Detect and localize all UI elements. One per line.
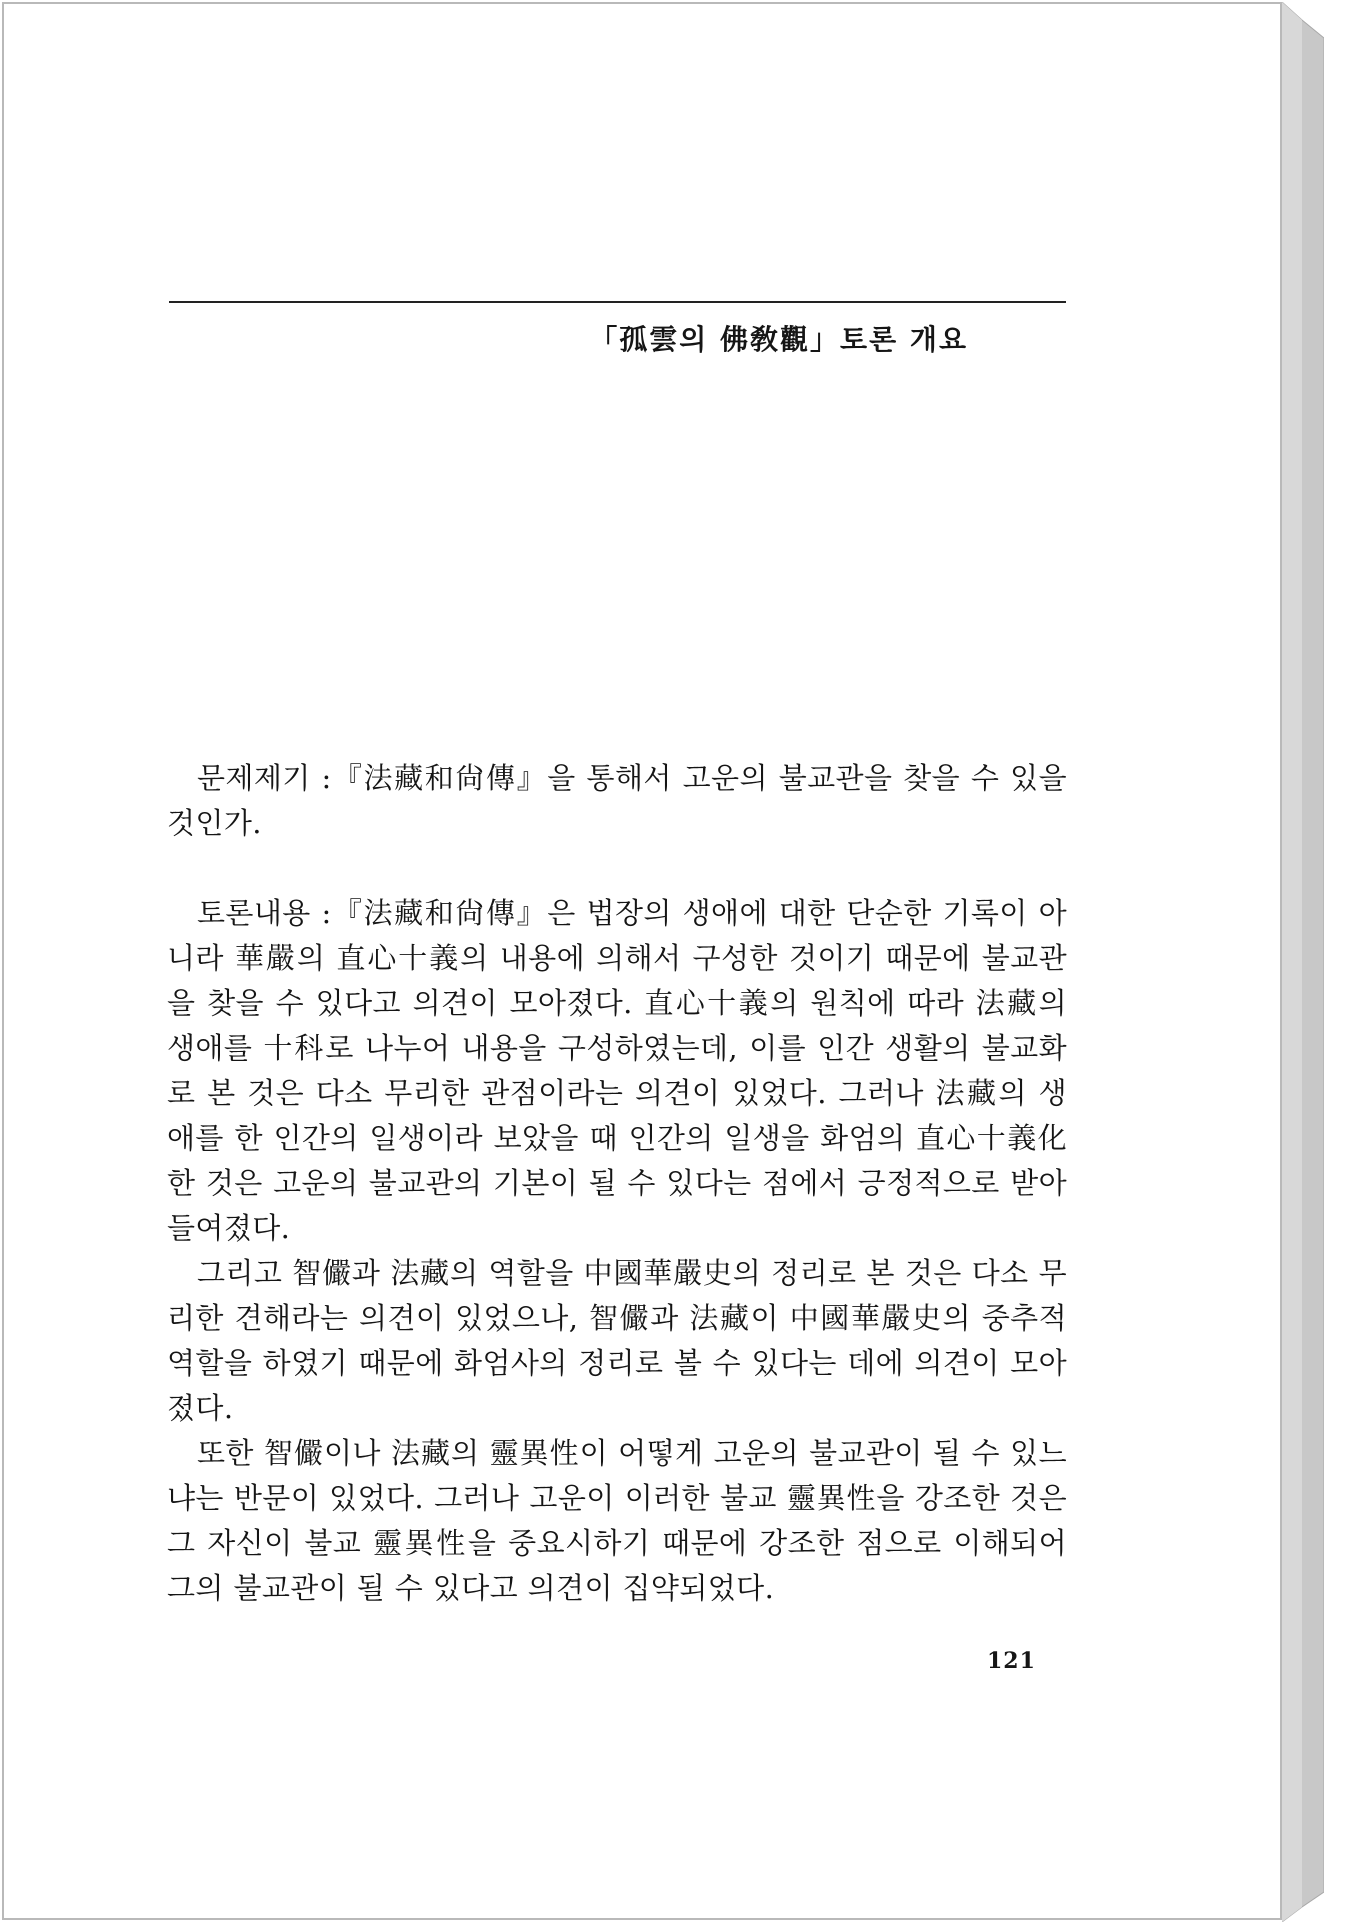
paragraph-discussion-2: 그리고 智儼과 法藏의 역할을 中國華嚴史의 정리로 본 것은 다소 무리한 견해라는 의견이 있었으나, 智儼과 法藏이 中國華嚴史의 중추적 역할을 하였기 때문에 화엄사의 정리로 볼 수 있다는 데에 의견이 모아졌다.	[167, 1256, 1067, 1425]
body-text	[167, 756, 1067, 1611]
header-rule	[169, 301, 1066, 303]
paragraph-problem-statement: 문제제기 :『法藏和尙傳』을 통해서 고운의 불교관을 찾을 수 있을 것인가.	[167, 761, 1067, 840]
document-page	[2, 2, 1282, 1920]
paragraph-discussion: 토론내용 :『法藏和尙傳』은 법장의 생애에 대한 단순한 기록이 아니라 華嚴의 直心十義의 내용에 의해서 구성한 것이기 때문에 불교관을 찾을 수 있다고 의견이 모아졌다. 直心十義의 원칙에 따라 法藏의 생애를 十科로 나누어 내용을 구성하였는데, 이를 인간 생활의 불교화로 본 것은 다소 무리한 관점이라는 의견이 있었다. 그러나 法藏의 생애를 한 인간의 일생이라 보았을 때 인간의 일생을 화엄의 直心十義化한 것은 고운의 불교관의 기본이 될 수 있다는 점에서 긍정적으로 받아들여졌다.	[167, 896, 1067, 1245]
paragraph-discussion-3: 또한 智儼이나 法藏의 靈異性이 어떻게 고운의 불교관이 될 수 있느냐는 반문이 있었다. 그러나 고운이 이러한 불교 靈異性을 강조한 것은 그 자신이 불교 靈異性을 중요시하기 때문에 강조한 점으로 이해되어 그의 불교관이 될 수 있다고 의견이 집약되었다.	[167, 1436, 1067, 1605]
page-stack-edge	[1282, 2, 1324, 1922]
running-head: 「孤雲의 佛敎觀」토론 개요	[589, 323, 968, 356]
page-number: 121	[987, 1648, 1036, 1674]
